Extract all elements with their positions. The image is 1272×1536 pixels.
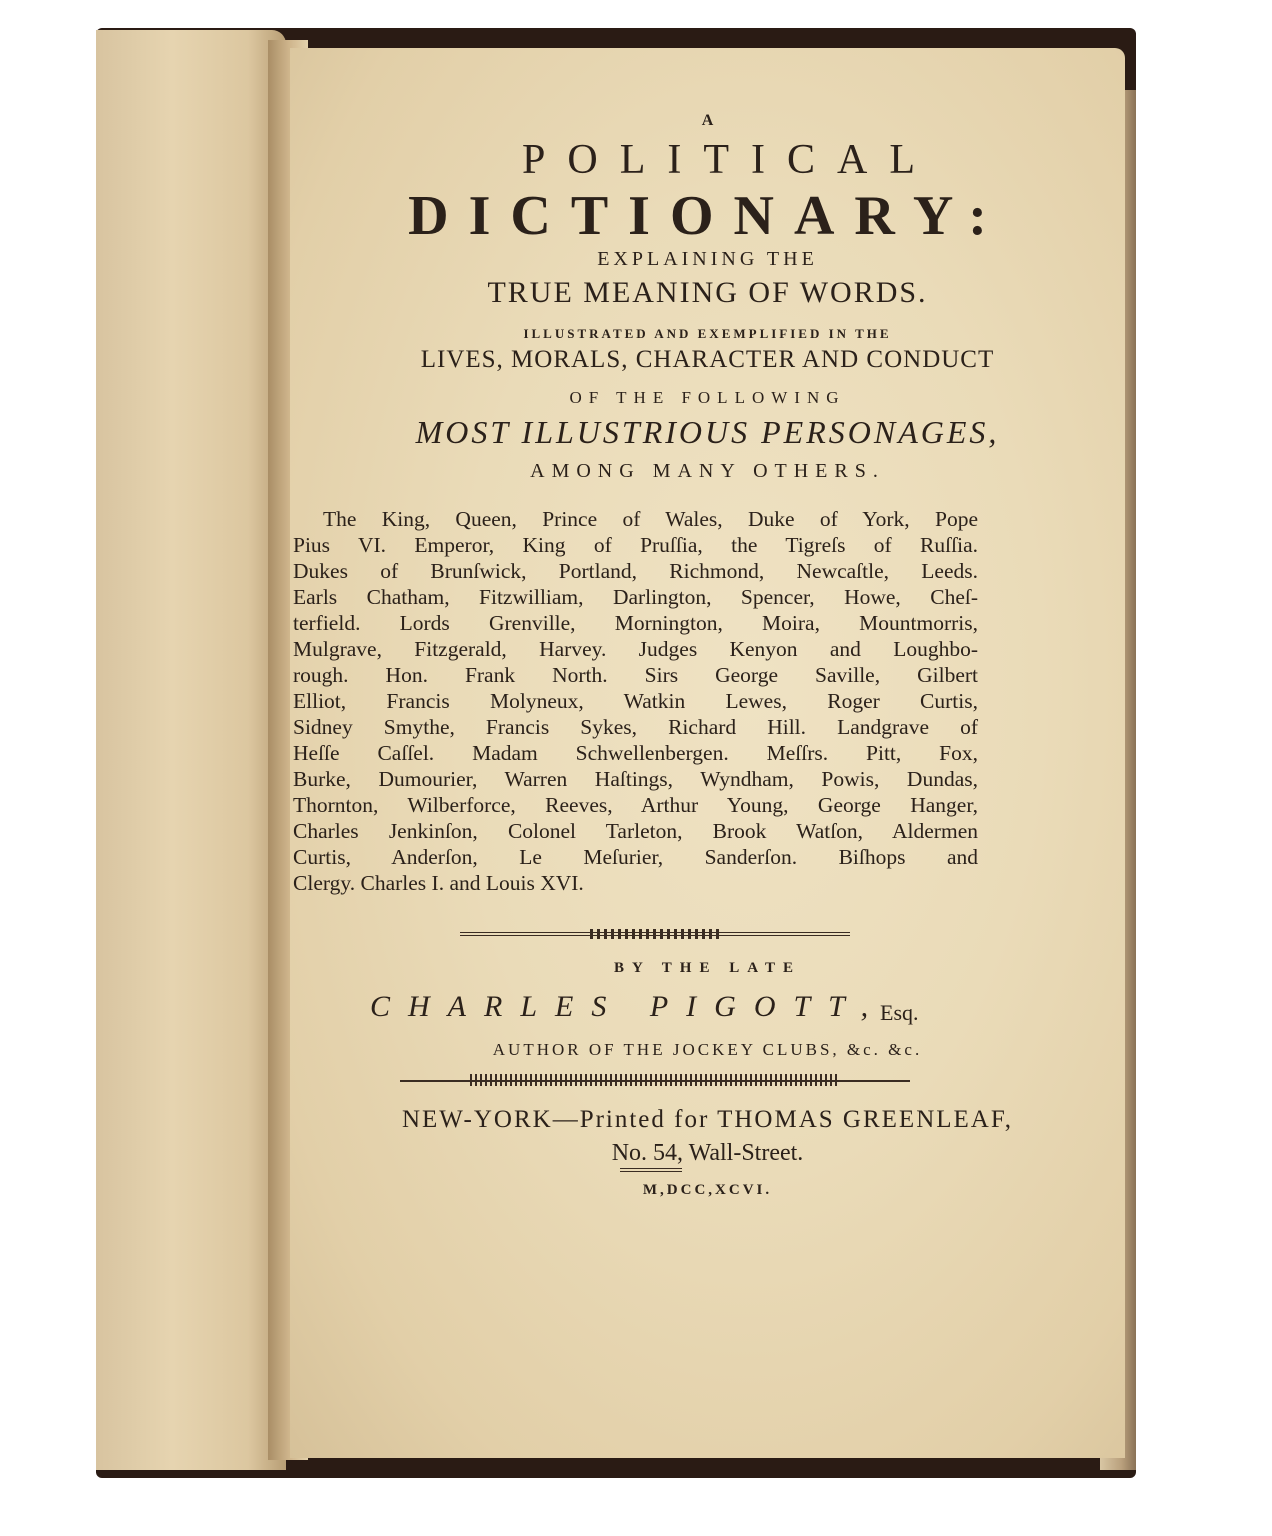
names-line: Mulgrave, Fitzgerald, Harvey. Judges Kenyon and Loughbo- [293,637,978,661]
names-line: Curtis, Anderſon, Le Meſurier, Sanderſon. Biſhops and [293,845,978,869]
names-line: Sidney Smythe, Francis Sykes, Richard Hill. Landgrave of [293,715,978,739]
names-line: Thornton, Wilberforce, Reeves, Arthur Young, George Hanger, [293,793,978,817]
names-line: terfield. Lords Grenville, Mornington, Moira, Mountmorris, [293,611,978,635]
title-line-political: POLITICAL [522,137,937,183]
author-name: CHARLES PIGOTT, [370,990,887,1023]
subtitle-among: AMONG MANY OTHERS. [530,460,885,482]
subtitle-explaining: EXPLAINING THE [597,248,818,270]
subtitle-most-illustrious: MOST ILLUSTRIOUS PERSONAGES, [415,414,1000,450]
author-esq: Esq. [880,1000,919,1025]
subtitle-following: OF THE FOLLOWING [569,388,846,407]
imprint-printer: NEW-YORK—Printed for THOMAS GREENLEAF, [401,1106,1013,1133]
names-line: Charles Jenkinſon, Colonel Tarleton, Brook Watſon, Aldermen [293,819,978,843]
imprint-date: M,DCC,XCVI. [642,1182,773,1198]
printer-rule-hatching [470,1074,840,1086]
subtitle-lives: LIVES, MORALS, CHARACTER AND CONDUCT [420,346,995,373]
names-line: Earls Chatham, Fitzwilliam, Darlington, Spencer, Howe, Cheſ- [293,585,978,609]
names-list [293,506,983,906]
names-line: Pius VI. Emperor, King of Pruſſia, the Tigreſs of Ruſſia. [293,533,978,557]
title-page [290,48,1125,1458]
subtitle-true-meaning: TRUE MEANING OF WORDS. [487,276,928,309]
subtitle-illustrated: ILLUSTRATED AND EXEMPLIFIED IN THE [523,326,892,341]
author-of: AUTHOR OF THE JOCKEY CLUBS, &c. &c. [492,1040,923,1059]
names-line: Burke, Dumourier, Warren Haſtings, Wyndham, Powis, Dundas, [293,767,978,791]
imprint-address: No. 54, Wall-Street. [611,1140,804,1166]
names-line: Clergy. Charles I. and Louis XVI. [293,871,584,895]
by-the-late: BY THE LATE [614,960,801,976]
left-page [96,30,286,1470]
ornamental-rule-center [590,929,720,939]
names-line: Elliot, Francis Molyneux, Watkin Lewes, Roger Curtis, [293,689,978,713]
names-line: rough. Hon. Frank North. Sirs George Saville, Gilbert [293,663,978,687]
names-line: Heſſe Caſſel. Madam Schwellenbergen. Meſſrs. Pitt, Fox, [293,741,978,765]
title-article: A [701,112,714,129]
names-line: Dukes of Brunſwick, Portland, Richmond, Newcaſtle, Leeds. [293,559,978,583]
title-line-dictionary: DICTIONARY: [408,185,1007,247]
names-line: The King, Queen, Prince of Wales, Duke of York, Pope [323,507,978,531]
imprint-underline [620,1168,682,1172]
